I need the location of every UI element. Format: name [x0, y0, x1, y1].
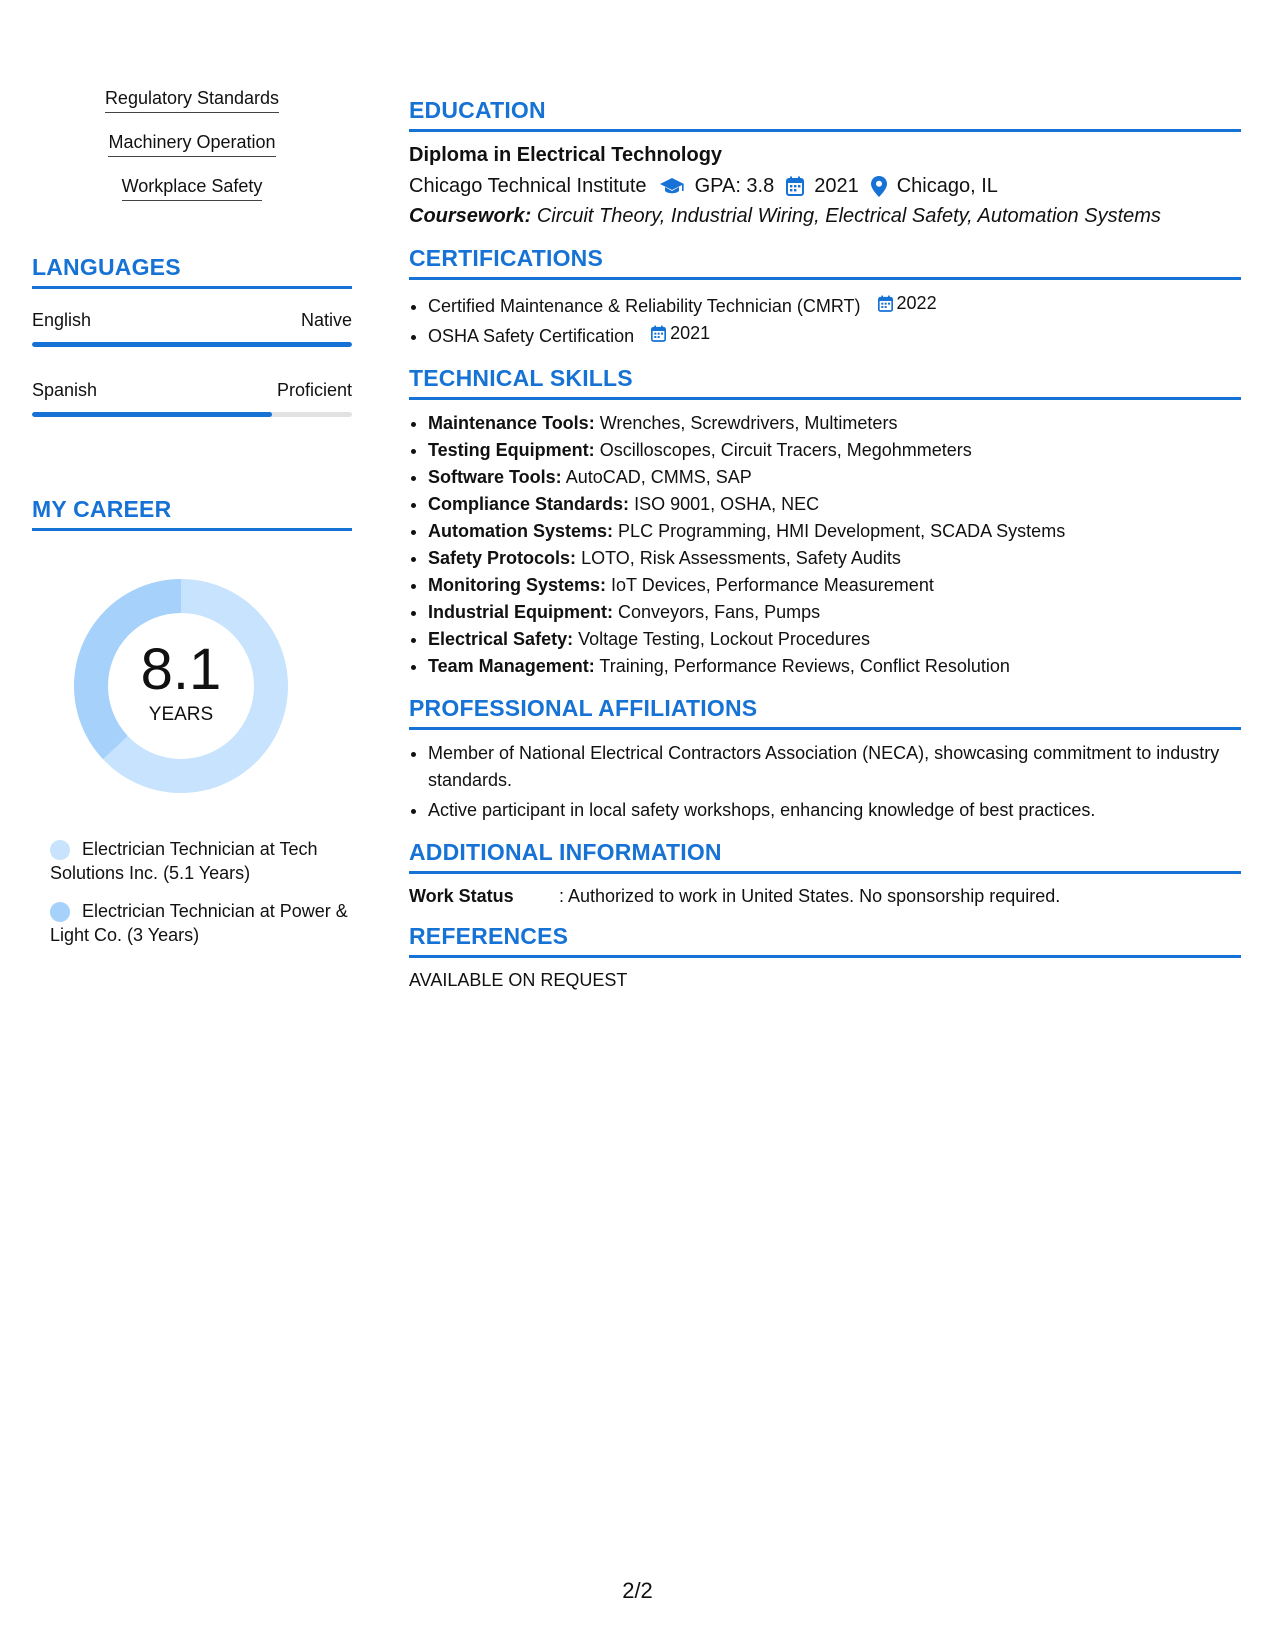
- language-name: Spanish: [32, 380, 98, 400]
- career-total-years: 8.1: [140, 637, 222, 702]
- page-number: 2/2: [622, 1578, 653, 1603]
- certification-name: Certified Maintenance & Reliability Technician (CMRT): [428, 296, 861, 316]
- affiliation-item: • Active participant in local safety workshops, enhancing knowledge of best practices.: [428, 797, 1241, 824]
- certification-item: [428, 320, 1241, 350]
- skill-tag: Regulatory Standards: [105, 86, 279, 113]
- technical-skills-section: [409, 364, 1241, 680]
- language-row: [32, 309, 352, 347]
- skill-value: Training, Performance Reviews, Conflict Resolution: [599, 656, 1010, 676]
- languages-section: [32, 253, 352, 417]
- skill-value: PLC Programming, HMI Development, SCADA Systems: [618, 521, 1066, 541]
- legend-dot: [50, 840, 70, 860]
- skill-value: AutoCAD, CMMS, SAP: [565, 467, 752, 487]
- career-legend: [50, 837, 352, 947]
- language-level: Native: [300, 310, 352, 330]
- affiliations-list: [409, 740, 1241, 824]
- education-school: Chicago Technical Institute: [409, 175, 647, 197]
- info-key: Work Status: [409, 886, 514, 906]
- skill-label: Automation Systems:: [428, 521, 614, 541]
- skill-item: [428, 410, 1241, 437]
- certifications-section: [409, 244, 1241, 350]
- skill-label: Compliance Standards:: [428, 494, 630, 514]
- language-name: English: [32, 310, 92, 330]
- additional-info-section: [409, 838, 1241, 908]
- career-legend-label: Electrician Technician at Power & Light Co. (3 Years): [50, 901, 348, 945]
- section-title: EDUCATION: [409, 96, 1241, 132]
- education-meta: [409, 172, 1241, 200]
- skill-item: [428, 545, 1241, 572]
- skill-value: Oscilloscopes, Circuit Tracers, Megohmmeters: [599, 440, 972, 460]
- skill-tag: Machinery Operation: [108, 130, 275, 157]
- references-text: AVAILABLE ON REQUEST: [409, 970, 628, 990]
- skill-label: Testing Equipment:: [428, 440, 595, 460]
- skill-item: [428, 599, 1241, 626]
- language-row: [32, 379, 352, 417]
- skill-item: [428, 626, 1241, 653]
- skill-value: IoT Devices, Performance Measurement: [611, 575, 934, 595]
- language-bar: [32, 342, 352, 347]
- skill-item: [428, 491, 1241, 518]
- education-coursework: [409, 202, 1241, 230]
- career-legend-item: [50, 837, 352, 885]
- affiliation-item: • Member of National Electrical Contractors Association (NECA), showcasing commitment to industry standards.: [428, 740, 1241, 794]
- technical-skills-list: [409, 410, 1241, 680]
- language-level: Proficient: [276, 380, 352, 400]
- skill-item: [428, 518, 1241, 545]
- section-title: TECHNICAL SKILLS: [409, 364, 1241, 400]
- info-row: [409, 884, 1241, 908]
- career-section: [32, 495, 352, 947]
- education-gpa: GPA: 3.8: [694, 175, 775, 197]
- language-bar: [32, 412, 352, 417]
- coursework-label: Coursework:: [409, 205, 532, 227]
- career-total-unit: YEARS: [148, 704, 214, 725]
- certification-list: [409, 290, 1241, 350]
- language-bar-fill: [32, 342, 352, 347]
- skill-item: [428, 653, 1241, 680]
- graduation-cap-icon: [659, 176, 685, 196]
- location-pin-icon: [871, 176, 887, 197]
- section-title: LANGUAGES: [32, 253, 352, 289]
- references-section: [409, 922, 1241, 992]
- sidebar: [32, 86, 352, 961]
- skill-value: LOTO, Risk Assessments, Safety Audits: [581, 548, 901, 568]
- skill-value: Conveyors, Fans, Pumps: [618, 602, 821, 622]
- section-title: MY CAREER: [32, 495, 352, 531]
- skill-label: Team Management:: [428, 656, 595, 676]
- education-year: 2021: [814, 175, 859, 197]
- main-content: [409, 96, 1241, 1006]
- education-location: Chicago, IL: [896, 175, 998, 197]
- career-legend-item: [50, 899, 352, 947]
- skill-item: [428, 437, 1241, 464]
- info-value: : Authorized to work in United States. No sponsorship required.: [559, 886, 1061, 906]
- language-bar-fill: [32, 412, 272, 417]
- skill-item: [428, 572, 1241, 599]
- career-donut-chart: [66, 571, 296, 801]
- skill-label: Safety Protocols:: [428, 548, 577, 568]
- section-title: REFERENCES: [409, 922, 1241, 958]
- skill-value: Wrenches, Screwdrivers, Multimeters: [599, 413, 898, 433]
- section-title: PROFESSIONAL AFFILIATIONS: [409, 694, 1241, 730]
- calendar-icon: [651, 325, 666, 342]
- skill-label: Maintenance Tools:: [428, 413, 595, 433]
- coursework-value: Circuit Theory, Industrial Wiring, Electrical Safety, Automation Systems: [536, 205, 1161, 227]
- skill-label: Industrial Equipment:: [428, 602, 614, 622]
- skill-tags: [32, 86, 352, 201]
- career-legend-label: Electrician Technician at Tech Solutions Inc. (5.1 Years): [50, 839, 318, 883]
- section-title: ADDITIONAL INFORMATION: [409, 838, 1241, 874]
- certification-item: [428, 290, 1241, 320]
- certification-name: OSHA Safety Certification: [428, 326, 635, 346]
- skill-label: Monitoring Systems:: [428, 575, 607, 595]
- skill-value: Voltage Testing, Lockout Procedures: [578, 629, 870, 649]
- education-degree: Diploma in Electrical Technology: [409, 144, 723, 166]
- certification-year: 2022: [896, 293, 937, 313]
- skill-label: Electrical Safety:: [428, 629, 574, 649]
- section-title: CERTIFICATIONS: [409, 244, 1241, 280]
- certification-year: 2021: [670, 323, 711, 343]
- affiliations-section: [409, 694, 1241, 824]
- calendar-icon: [878, 295, 893, 312]
- skill-item: [428, 464, 1241, 491]
- calendar-icon: [786, 176, 804, 196]
- skill-tag: Workplace Safety: [122, 174, 263, 201]
- legend-dot: [50, 902, 70, 922]
- education-section: [409, 96, 1241, 230]
- skill-label: Software Tools:: [428, 467, 562, 487]
- skill-value: ISO 9001, OSHA, NEC: [634, 494, 820, 514]
